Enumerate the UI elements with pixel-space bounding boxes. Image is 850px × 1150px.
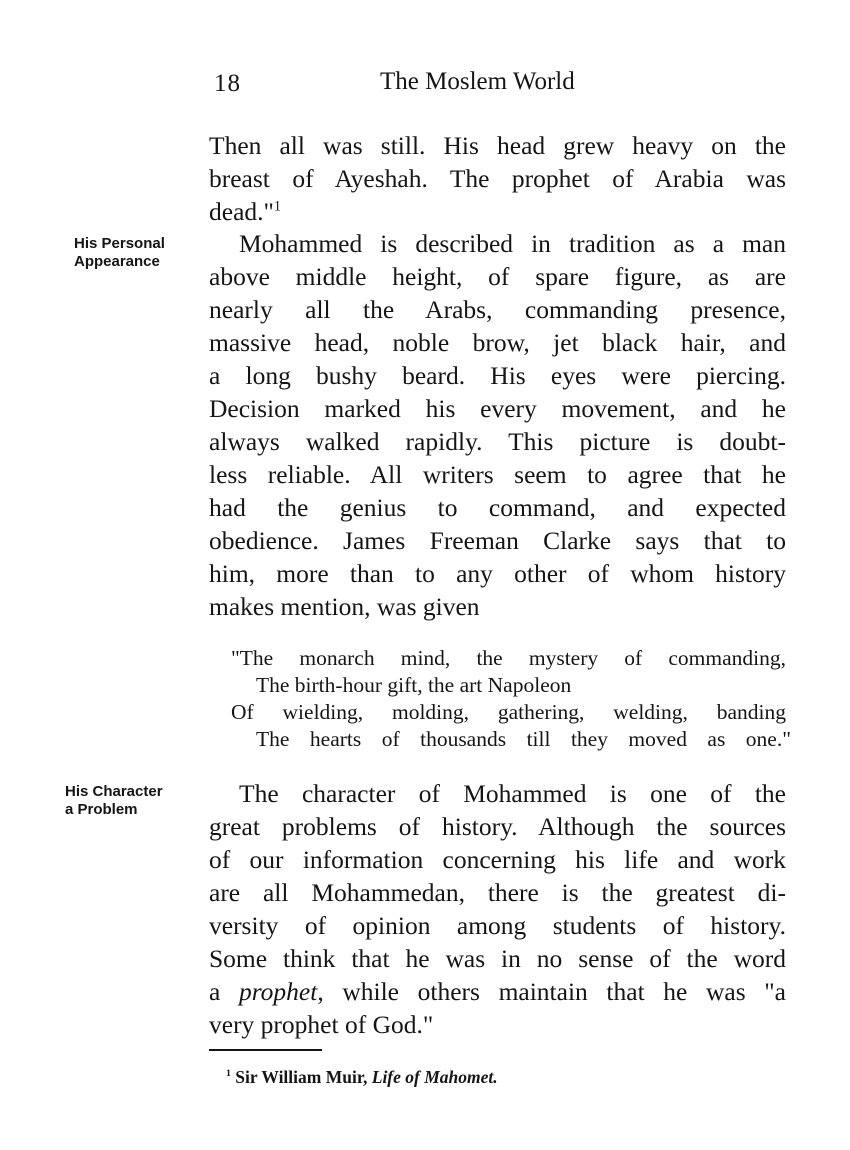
footnote-number: 1 [226, 1068, 231, 1080]
poem-line-3: Of wielding, molding, gathering, welding, banding [231, 700, 786, 724]
emphasis-suffix: , while others maintain that he was "a [317, 977, 786, 1006]
emphasis-prefix: a [209, 977, 239, 1006]
opening-paragraph [209, 129, 786, 228]
character-line-6: Some think that he was in no sense of the word [209, 944, 786, 973]
character-line-8: very prophet of God." [209, 1010, 434, 1039]
footnote-divider [209, 1049, 322, 1051]
margin-note-personal-appearance-line-1: His Personal [74, 235, 165, 252]
footnote-reference: 1 [273, 198, 282, 215]
opening-line-3 [209, 195, 786, 228]
poem-line-1: "The monarch mind, the mystery of commanding, [231, 646, 786, 670]
running-title: The Moslem World [380, 68, 575, 95]
appearance-line-11: him, more than to any other of whom history [209, 559, 786, 588]
emphasized-word-prophet: prophet [238, 977, 318, 1006]
poem-line-4: The hearts of thousands till they moved as one." [256, 727, 791, 751]
appearance-line-12: makes mention, was given [209, 592, 480, 621]
page-number: 18 [214, 70, 241, 97]
appearance-line-7: always walked rapidly. This picture is doubt- [209, 427, 786, 456]
appearance-line-10: obedience. James Freeman Clarke says that to [209, 526, 786, 555]
appearance-line-3: nearly all the Arabs, commanding presence, [209, 295, 786, 324]
footnote-author: Sir William Muir, [230, 1067, 372, 1087]
margin-note-personal-appearance [74, 235, 165, 271]
character-paragraph [209, 777, 786, 1041]
margin-note-character-problem [65, 783, 163, 819]
opening-line-2: breast of Ayeshah. The prophet of Arabia was [209, 164, 786, 193]
appearance-line-8: less reliable. All writers seem to agree that he [209, 460, 786, 489]
appearance-line-9: had the genius to command, and expected [209, 493, 786, 522]
appearance-line-6: Decision marked his every movement, and he [209, 394, 786, 423]
character-line-1: The character of Mohammed is one of the [239, 779, 786, 808]
appearance-line-1: Mohammed is described in tradition as a man [239, 229, 786, 258]
character-line-5: versity of opinion among students of history. [209, 911, 786, 940]
appearance-line-4: massive head, noble brow, jet black hair, and [209, 328, 786, 357]
character-line-3: of our information concerning his life and work [209, 845, 786, 874]
footnote-book-title: Life of Mahomet. [371, 1067, 498, 1087]
opening-line-1: Then all was still. His head grew heavy on the [209, 131, 786, 160]
character-line-7 [209, 975, 786, 1008]
appearance-line-5: a long bushy beard. His eyes were piercing. [209, 361, 786, 390]
character-line-2: great problems of history. Although the sources [209, 812, 786, 841]
appearance-paragraph [209, 227, 786, 623]
character-line-4: are all Mohammedan, there is the greatest di- [209, 878, 786, 907]
margin-note-personal-appearance-line-2: Appearance [74, 253, 160, 270]
appearance-line-2: above middle height, of spare figure, as are [209, 262, 786, 291]
footnote [226, 1066, 498, 1088]
margin-note-character-problem-line-1: His Character [65, 783, 163, 800]
opening-line-3-text: dead." [209, 197, 274, 226]
margin-note-character-problem-line-2: a Problem [65, 801, 138, 818]
poem-line-2: The birth-hour gift, the art Napoleon [256, 673, 572, 697]
quoted-poem [231, 645, 791, 753]
